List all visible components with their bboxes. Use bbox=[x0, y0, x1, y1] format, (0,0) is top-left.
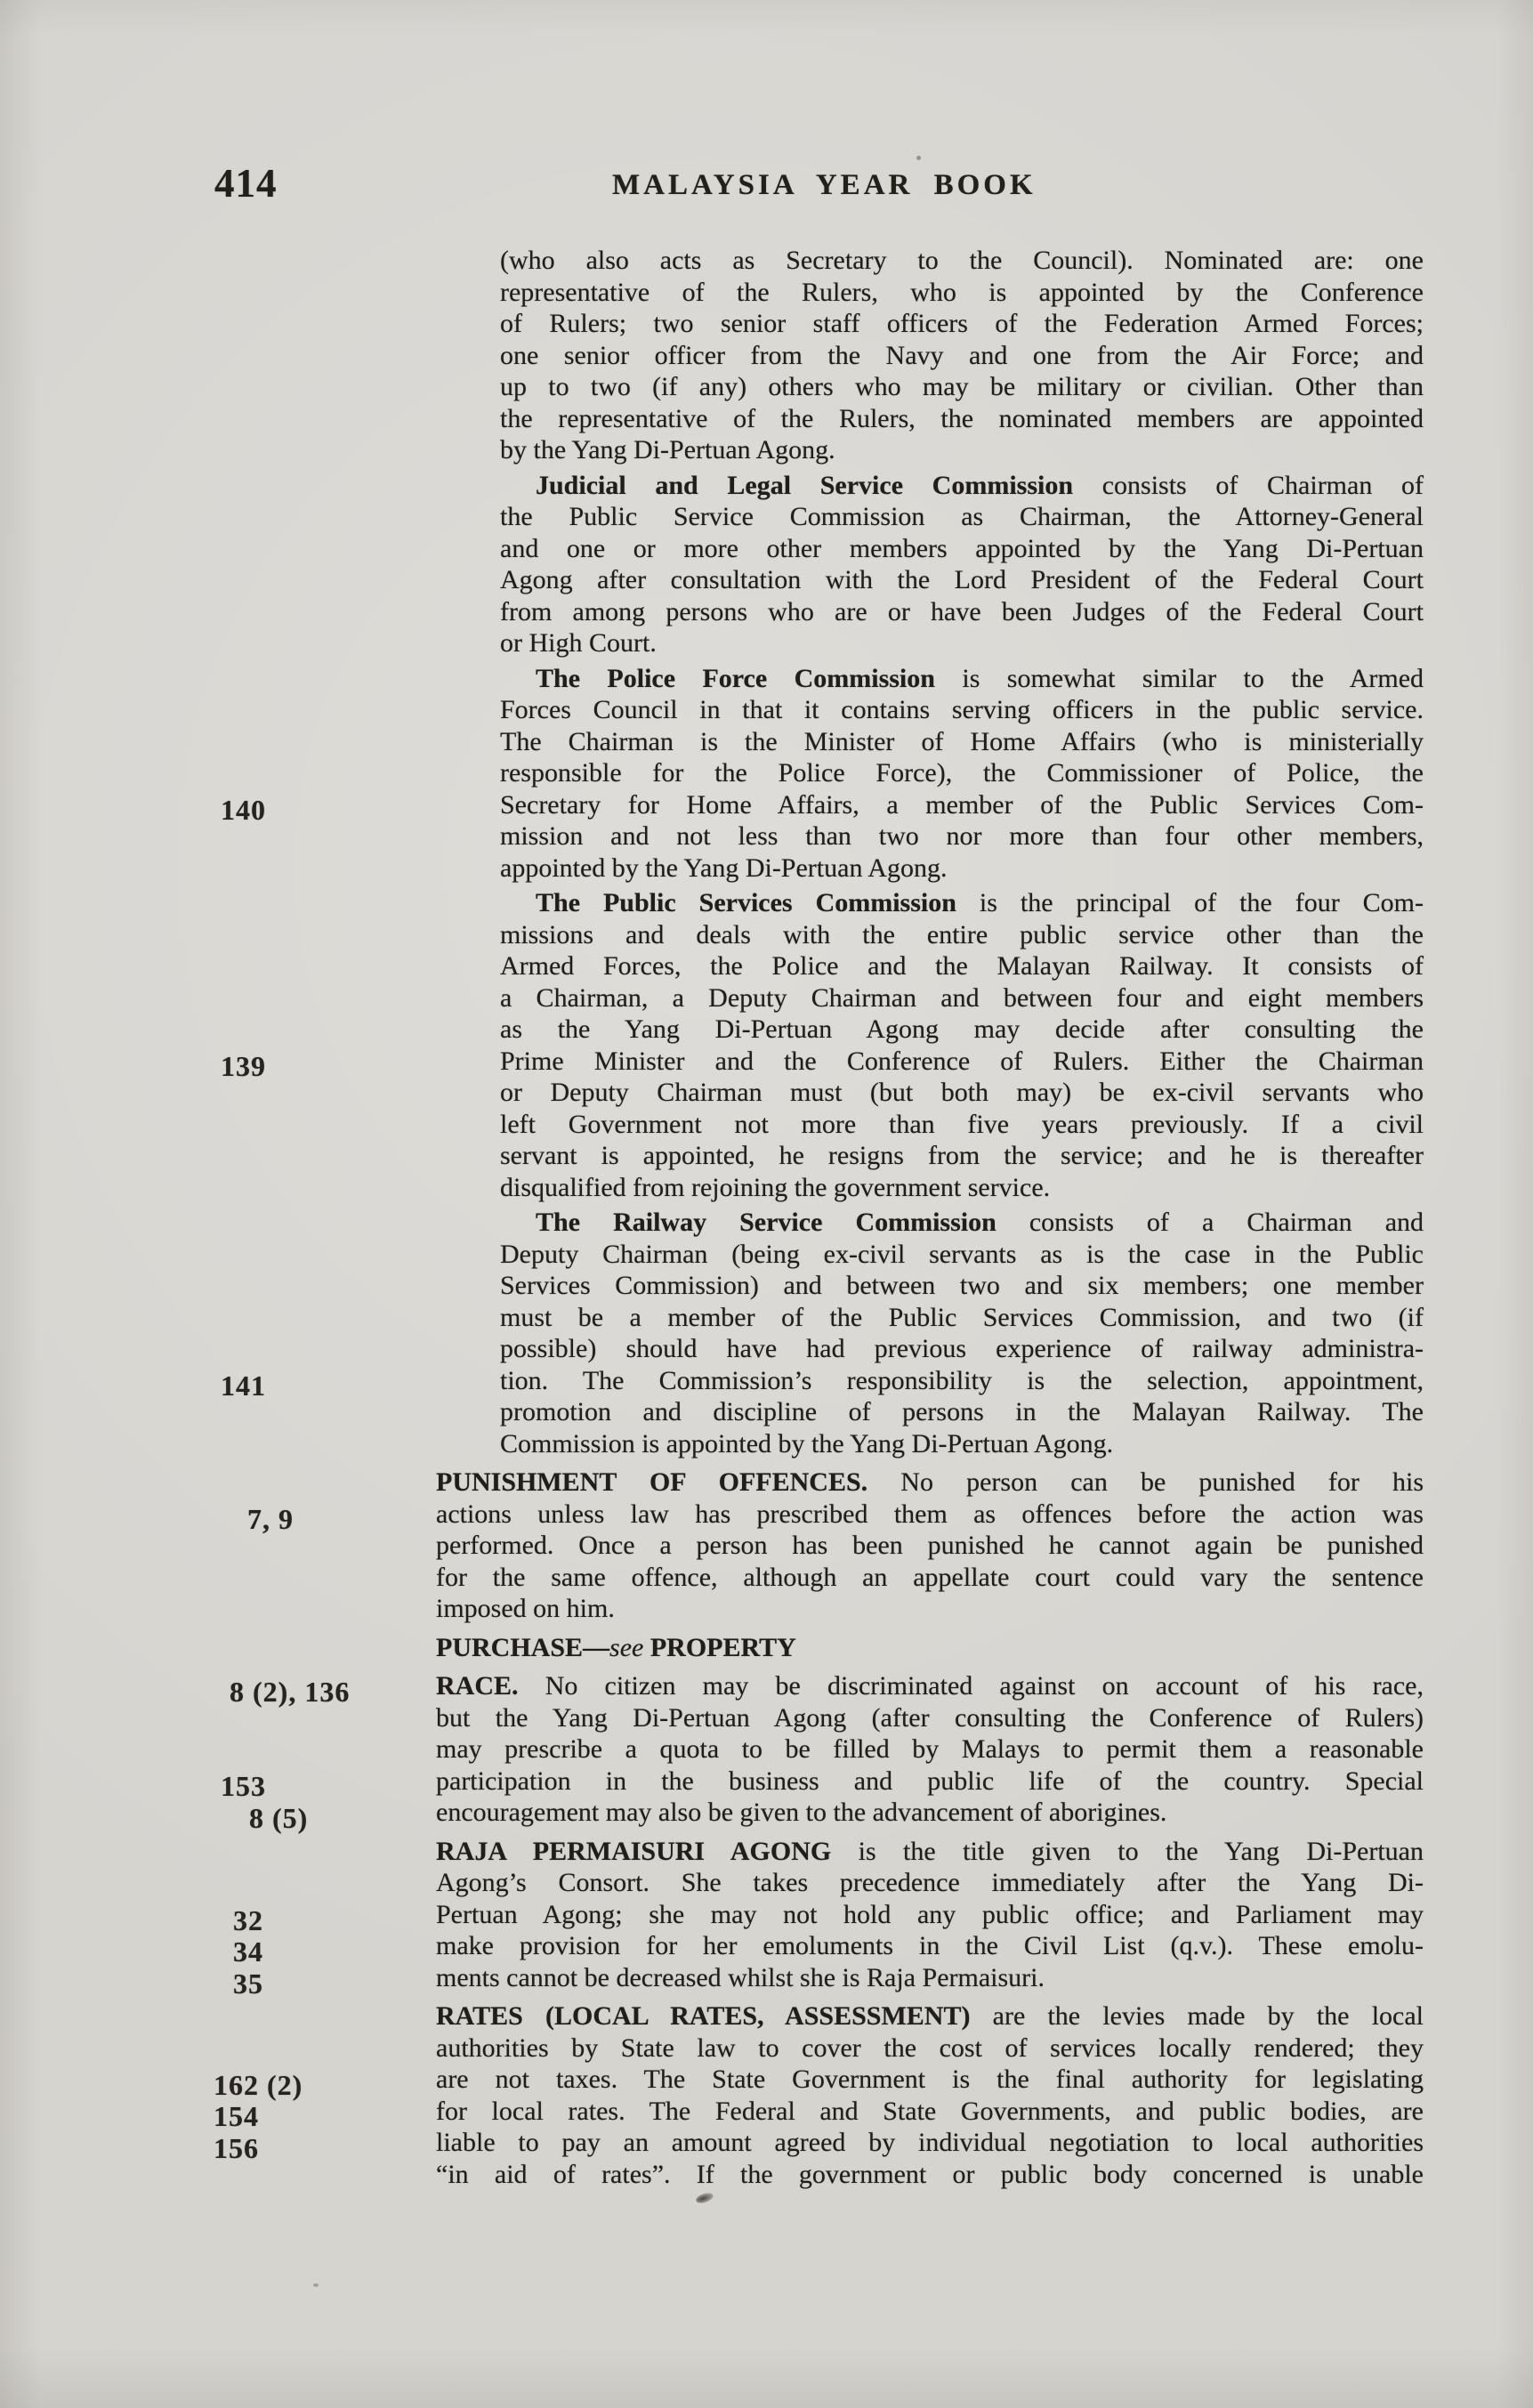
text-segment: are the levies made by the local bbox=[970, 2001, 1424, 2031]
text-line bbox=[500, 663, 1424, 695]
text-line: Services Commission) and between two and six members; one member bbox=[500, 1271, 1424, 1300]
text-line bbox=[500, 1207, 1424, 1239]
text-line: Agong’s Consort. She takes precedence immediately after the Yang Di- bbox=[436, 1868, 1424, 1897]
text-line: a Chairman, a Deputy Chairman and between four and eight members bbox=[500, 982, 1424, 1013]
text-line: encouragement may also be given to the advancement of aborigines. bbox=[436, 1798, 1167, 1827]
margin-reference: 141 bbox=[221, 1370, 266, 1402]
text-line: Secretary for Home Affairs, a member of the Public Services Com- bbox=[500, 789, 1424, 820]
paragraph-raja-permaisuri-agong bbox=[436, 1836, 1424, 1994]
paragraph-armed-forces-council-continuation bbox=[500, 245, 1424, 466]
paper-speck-artifact bbox=[916, 156, 921, 160]
text-line bbox=[436, 2000, 1424, 2032]
text-line: participation in the business and public life of the country. Special bbox=[436, 1766, 1424, 1796]
text-line: the representative of the Rulers, the nominated members are appointed bbox=[500, 403, 1424, 433]
text-line: one senior officer from the Navy and one from the Air Force; and bbox=[500, 340, 1424, 370]
entry-headword: PUNISHMENT OF OFFENCES. bbox=[436, 1467, 868, 1497]
entry-headword: The Police Force Commission bbox=[536, 663, 935, 693]
text-line: Armed Forces, the Police and the Malayan Railway. It consists of bbox=[500, 951, 1424, 981]
text-line: mission and not less than two nor more than four other members, bbox=[500, 821, 1424, 851]
entry-headword: The Public Services Commission bbox=[536, 888, 956, 917]
margin-reference: 162 (2) bbox=[214, 2069, 303, 2101]
paragraph-police-force-commission bbox=[500, 663, 1424, 885]
text-line: make provision for her emoluments in the Civil List (q.v.). These emolu- bbox=[436, 1931, 1424, 1960]
ink-smudge-artifact bbox=[695, 2191, 714, 2205]
text-line: for local rates. The Federal and State Governments, and public bodies, are bbox=[436, 2096, 1424, 2126]
text-segment: consists of Chairman of bbox=[1073, 470, 1424, 500]
running-title: MALAYSIA YEAR BOOK bbox=[612, 169, 1037, 201]
text-line: Deputy Chairman (being ex-civil servants as is the case in the Public bbox=[500, 1239, 1424, 1269]
text-segment: No person can be punished for his bbox=[867, 1467, 1424, 1497]
margin-reference: 8 (5) bbox=[249, 1802, 309, 1834]
text-line: “in aid of rates”. If the government or public body concerned is unable bbox=[436, 2159, 1424, 2189]
text-line: performed. Once a person has been punished he cannot again be punished bbox=[436, 1531, 1424, 1560]
text-line: appointed by the Yang Di-Pertuan Agong. bbox=[500, 852, 948, 883]
text-line: responsible for the Police Force), the Commissioner of Police, the bbox=[500, 758, 1424, 788]
text-line: and one or more other members appointed by the Yang Di-Pertuan bbox=[500, 533, 1424, 563]
text-line: left Government not more than five years previously. If a civil bbox=[500, 1109, 1424, 1139]
paragraph-punishment-of-offences bbox=[436, 1467, 1424, 1625]
text-line bbox=[500, 887, 1424, 919]
text-line: for the same offence, although an appellate court could vary the sentence bbox=[436, 1562, 1424, 1592]
margin-reference: 154 bbox=[214, 2100, 259, 2132]
entry-headword: The Railway Service Commission bbox=[536, 1208, 996, 1237]
text-line: as the Yang Di-Pertuan Agong may decide after consulting the bbox=[500, 1014, 1424, 1044]
margin-reference: 32 bbox=[233, 1904, 263, 1936]
paragraph-race bbox=[436, 1670, 1424, 1829]
paragraph-railway-service-commission bbox=[500, 1207, 1424, 1459]
text-line: of Rulers; two senior staff officers of the Federation Armed Forces; bbox=[500, 309, 1424, 338]
text-line: representative of the Rulers, who is appointed by the Conference bbox=[500, 277, 1424, 307]
margin-reference: 35 bbox=[233, 1968, 263, 2000]
text-line: tion. The Commission’s responsibility is the selection, appointment, bbox=[500, 1365, 1424, 1395]
entry-headword: Judicial and Legal Service Commission bbox=[536, 470, 1074, 500]
margin-reference: 8 (2), 136 bbox=[230, 1676, 351, 1708]
text-line: (who also acts as Secretary to the Council). Nominated are: one bbox=[500, 246, 1424, 275]
entry-headword: PURCHASE— bbox=[436, 1632, 610, 1662]
text-line: Commission is appointed by the Yang Di-Pertuan Agong. bbox=[500, 1428, 1114, 1459]
text-line: authorities by State law to cover the cost of services locally rendered; they bbox=[436, 2032, 1424, 2063]
text-line: or High Court. bbox=[500, 628, 657, 658]
text-line: servant is appointed, he resigns from the service; and he is thereafter bbox=[500, 1141, 1424, 1170]
text-line bbox=[436, 1836, 1424, 1868]
text-line: possible) should have had previous experience of railway administra- bbox=[500, 1334, 1424, 1363]
entry-headword: RACE. bbox=[436, 1671, 519, 1701]
text-line bbox=[436, 1467, 1424, 1499]
paper-speck-artifact bbox=[313, 2283, 319, 2287]
text-segment: is somewhat similar to the Armed bbox=[934, 663, 1424, 693]
text-line: The Chairman is the Minister of Home Affairs (who is ministerially bbox=[500, 726, 1424, 756]
text-line bbox=[436, 1632, 1424, 1664]
text-line: from among persons who are or have been Judges of the Federal Court bbox=[500, 596, 1424, 626]
paragraph-judicial-and-legal-service-commission bbox=[500, 470, 1424, 659]
text-line: may prescribe a quota to be filled by Malays to permit them a reasonable bbox=[436, 1734, 1424, 1764]
text-line: disqualified from rejoining the government service. bbox=[500, 1172, 1051, 1202]
paragraph-rates-local-rates-assessment bbox=[436, 2000, 1424, 2190]
text-line: missions and deals with the entire public service other than the bbox=[500, 919, 1424, 949]
entry-headword: RATES (LOCAL RATES, ASSESSMENT) bbox=[436, 2001, 971, 2031]
text-line: Pertuan Agong; she may not hold any public office; and Parliament may bbox=[436, 1899, 1424, 1929]
text-line: or Deputy Chairman must (but both may) be ex-civil servants who bbox=[500, 1078, 1424, 1107]
page-number: 414 bbox=[214, 161, 278, 206]
text-line: are not taxes. The State Government is the final authority for legislating bbox=[436, 2065, 1424, 2094]
italic-text: see bbox=[609, 1632, 644, 1662]
text-line: ments cannot be decreased whilst she is Raja Permaisuri. bbox=[436, 1962, 1045, 1992]
entry-headword: PROPERTY bbox=[643, 1632, 796, 1662]
margin-reference: 34 bbox=[233, 1935, 263, 1968]
text-line: must be a member of the Public Services Commission, and two (if bbox=[500, 1302, 1424, 1332]
text-line: Prime Minister and the Conference of Rulers. Either the Chairman bbox=[500, 1046, 1424, 1076]
text-line: promotion and discipline of persons in the Malayan Railway. The bbox=[500, 1397, 1424, 1426]
text-line bbox=[436, 1670, 1424, 1702]
text-line: actions unless law has prescribed them as offences before the action was bbox=[436, 1499, 1424, 1529]
text-line: up to two (if any) others who may be military or civilian. Other than bbox=[500, 372, 1424, 401]
margin-reference: 156 bbox=[214, 2132, 259, 2164]
text-segment: consists of a Chairman and bbox=[996, 1208, 1424, 1237]
text-line: but the Yang Di-Pertuan Agong (after consulting the Conference of Rulers) bbox=[436, 1702, 1424, 1733]
text-line bbox=[500, 470, 1424, 502]
paragraph-public-services-commission bbox=[500, 887, 1424, 1203]
body-text-column bbox=[436, 245, 1424, 2190]
text-line: liable to pay an amount agreed by individual negotiation to local authorities bbox=[436, 2128, 1424, 2157]
text-line: Forces Council in that it contains serving officers in the public service. bbox=[500, 695, 1424, 724]
text-line: Agong after consultation with the Lord President of the Federal Court bbox=[500, 565, 1424, 594]
text-segment: is the title given to the Yang Di-Pertuan bbox=[831, 1836, 1424, 1866]
text-segment: No citizen may be discriminated against on account of his race, bbox=[518, 1671, 1424, 1701]
paragraph-purchase-cross-reference bbox=[436, 1632, 1424, 1664]
margin-reference: 153 bbox=[221, 1770, 266, 1802]
text-line: imposed on him. bbox=[436, 1594, 615, 1623]
text-line: the Public Service Commission as Chairman, the Attorney-General bbox=[500, 502, 1424, 531]
entry-headword: RAJA PERMAISURI AGONG bbox=[436, 1836, 832, 1866]
margin-reference: 139 bbox=[221, 1050, 266, 1082]
text-line: by the Yang Di-Pertuan Agong. bbox=[500, 435, 835, 465]
text-segment: is the principal of the four Com- bbox=[956, 888, 1424, 917]
margin-reference: 7, 9 bbox=[247, 1503, 294, 1535]
margin-reference: 140 bbox=[221, 794, 266, 826]
